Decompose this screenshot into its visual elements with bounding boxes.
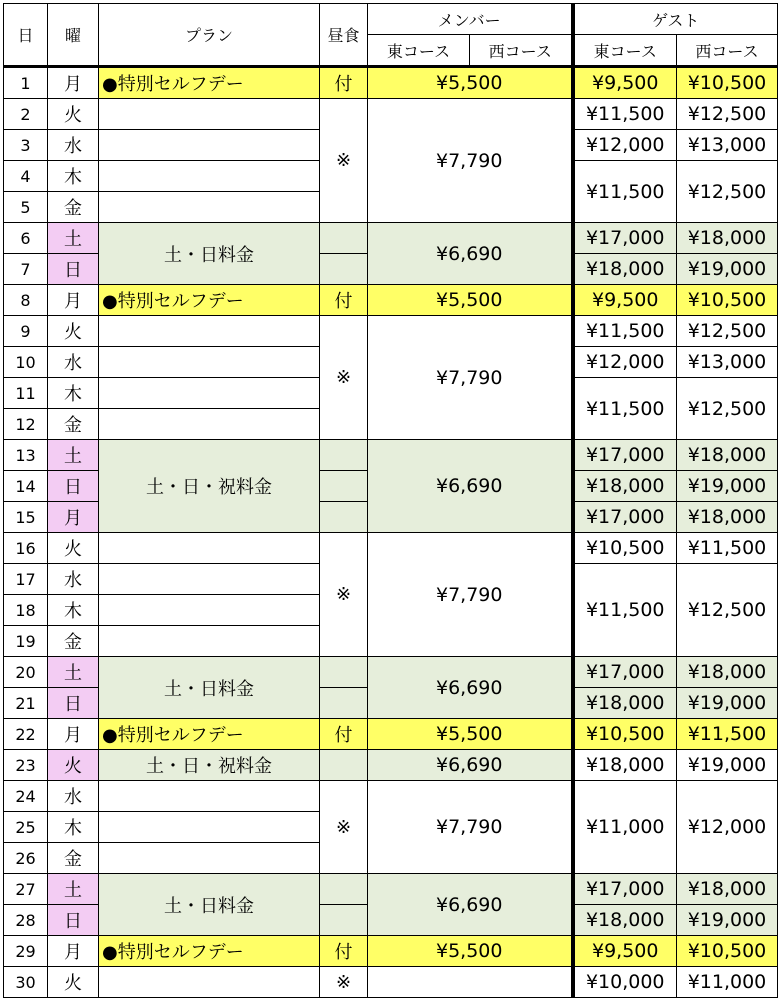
weekday: 木 — [48, 378, 99, 409]
guest-east-price: ¥12,000 — [573, 347, 677, 378]
weekday: 月 — [48, 502, 99, 533]
day-number: 30 — [4, 967, 48, 998]
lunch-cell: ※ — [320, 316, 368, 440]
day-number: 5 — [4, 192, 48, 223]
day-number: 28 — [4, 905, 48, 936]
guest-west-price: ¥12,500 — [677, 564, 778, 657]
day-number: 2 — [4, 99, 48, 130]
plan-cell — [99, 378, 320, 409]
day-number: 16 — [4, 533, 48, 564]
weekday: 月 — [48, 285, 99, 316]
lunch-cell: ※ — [320, 533, 368, 657]
weekday: 水 — [48, 781, 99, 812]
member-price: ¥7,790 — [368, 781, 573, 874]
plan-cell: 土・日料金 — [99, 657, 320, 719]
day-number: 10 — [4, 347, 48, 378]
price-calendar-table — [3, 3, 778, 998]
guest-east-price: ¥18,000 — [573, 254, 677, 285]
member-price: ¥6,690 — [368, 874, 573, 936]
guest-west-price: ¥19,000 — [677, 750, 778, 781]
day-number: 22 — [4, 719, 48, 750]
guest-east-price: ¥10,500 — [573, 533, 677, 564]
guest-east-price: ¥11,500 — [573, 161, 677, 223]
header-guest: ゲスト — [573, 4, 778, 35]
plan-cell — [99, 99, 320, 130]
guest-west-price: ¥11,000 — [677, 967, 778, 998]
header-lunch: 昼食 — [320, 4, 368, 67]
day-number: 21 — [4, 688, 48, 719]
plan-cell — [99, 192, 320, 223]
member-price: ¥6,690 — [368, 750, 573, 781]
plan-cell — [99, 781, 320, 812]
plan-cell — [99, 967, 320, 998]
weekday: 木 — [48, 812, 99, 843]
day-number: 12 — [4, 409, 48, 440]
lunch-cell — [320, 874, 368, 905]
day-number: 7 — [4, 254, 48, 285]
guest-east-price: ¥12,000 — [573, 130, 677, 161]
guest-west-price: ¥13,000 — [677, 347, 778, 378]
plan-cell: ●特別セルフデー — [99, 285, 320, 316]
header-guest-west: 西コース — [677, 35, 778, 67]
lunch-cell: ※ — [320, 781, 368, 874]
weekday: 火 — [48, 316, 99, 347]
lunch-cell: 付 — [320, 719, 368, 750]
header-guest-east: 東コース — [573, 35, 677, 67]
guest-west-price: ¥18,000 — [677, 657, 778, 688]
day-number: 29 — [4, 936, 48, 967]
day-number: 25 — [4, 812, 48, 843]
guest-west-price: ¥12,500 — [677, 99, 778, 130]
plan-cell: ●特別セルフデー — [99, 936, 320, 967]
member-price: ¥6,690 — [368, 440, 573, 533]
header-member-west: 西コース — [470, 35, 573, 67]
weekday: 日 — [48, 471, 99, 502]
plan-cell — [99, 316, 320, 347]
guest-east-price: ¥9,500 — [573, 67, 677, 99]
plan-cell — [99, 409, 320, 440]
weekday: 木 — [48, 161, 99, 192]
guest-west-price: ¥10,500 — [677, 936, 778, 967]
plan-cell — [99, 564, 320, 595]
lunch-cell — [320, 502, 368, 533]
member-price: ¥7,790 — [368, 99, 573, 223]
day-number: 17 — [4, 564, 48, 595]
guest-west-price: ¥19,000 — [677, 905, 778, 936]
guest-west-price: ¥19,000 — [677, 471, 778, 502]
weekday: 火 — [48, 750, 99, 781]
member-price: ¥5,500 — [368, 67, 573, 99]
guest-west-price: ¥10,500 — [677, 67, 778, 99]
plan-cell: ●特別セルフデー — [99, 719, 320, 750]
guest-west-price: ¥18,000 — [677, 223, 778, 254]
header-day: 日 — [4, 4, 48, 67]
guest-east-price: ¥10,000 — [573, 967, 677, 998]
day-number: 20 — [4, 657, 48, 688]
plan-cell: 土・日料金 — [99, 874, 320, 936]
plan-cell: 土・日料金 — [99, 223, 320, 285]
member-price: ¥7,790 — [368, 533, 573, 657]
day-number: 19 — [4, 626, 48, 657]
guest-east-price: ¥11,500 — [573, 99, 677, 130]
lunch-cell: 付 — [320, 936, 368, 967]
guest-east-price: ¥17,000 — [573, 874, 677, 905]
weekday: 水 — [48, 130, 99, 161]
guest-west-price: ¥12,500 — [677, 316, 778, 347]
day-number: 14 — [4, 471, 48, 502]
guest-east-price: ¥18,000 — [573, 750, 677, 781]
guest-west-price: ¥18,000 — [677, 440, 778, 471]
member-price: ¥5,500 — [368, 285, 573, 316]
weekday: 火 — [48, 967, 99, 998]
plan-cell — [99, 130, 320, 161]
plan-cell — [99, 533, 320, 564]
plan-cell: ●特別セルフデー — [99, 67, 320, 99]
day-number: 15 — [4, 502, 48, 533]
guest-east-price: ¥17,000 — [573, 440, 677, 471]
member-price: ¥6,690 — [368, 223, 573, 285]
guest-west-price: ¥10,500 — [677, 285, 778, 316]
lunch-cell — [320, 471, 368, 502]
weekday: 金 — [48, 192, 99, 223]
guest-west-price: ¥11,500 — [677, 533, 778, 564]
guest-east-price: ¥17,000 — [573, 657, 677, 688]
lunch-cell: ※ — [320, 967, 368, 998]
weekday: 日 — [48, 905, 99, 936]
weekday: 火 — [48, 99, 99, 130]
weekday: 土 — [48, 440, 99, 471]
weekday: 木 — [48, 595, 99, 626]
guest-west-price: ¥18,000 — [677, 502, 778, 533]
lunch-cell: 付 — [320, 67, 368, 99]
guest-west-price: ¥18,000 — [677, 874, 778, 905]
guest-west-price: ¥11,500 — [677, 719, 778, 750]
guest-east-price: ¥9,500 — [573, 936, 677, 967]
day-number: 24 — [4, 781, 48, 812]
guest-west-price: ¥12,500 — [677, 378, 778, 440]
weekday: 火 — [48, 533, 99, 564]
lunch-cell — [320, 254, 368, 285]
weekday: 金 — [48, 843, 99, 874]
plan-cell — [99, 843, 320, 874]
plan-cell — [99, 347, 320, 378]
day-number: 18 — [4, 595, 48, 626]
member-price: ¥6,690 — [368, 657, 573, 719]
weekday: 水 — [48, 564, 99, 595]
lunch-cell — [320, 688, 368, 719]
lunch-cell: 付 — [320, 285, 368, 316]
weekday: 金 — [48, 409, 99, 440]
header-member-east: 東コース — [368, 35, 470, 67]
weekday: 月 — [48, 67, 99, 99]
weekday: 月 — [48, 936, 99, 967]
day-number: 8 — [4, 285, 48, 316]
lunch-cell — [320, 657, 368, 688]
plan-cell — [99, 595, 320, 626]
guest-east-price: ¥11,500 — [573, 378, 677, 440]
guest-east-price: ¥17,000 — [573, 502, 677, 533]
lunch-cell — [320, 905, 368, 936]
header-member: メンバー — [368, 4, 573, 35]
lunch-cell — [320, 223, 368, 254]
weekday: 月 — [48, 719, 99, 750]
guest-east-price: ¥18,000 — [573, 905, 677, 936]
guest-west-price: ¥13,000 — [677, 130, 778, 161]
day-number: 3 — [4, 130, 48, 161]
weekday: 土 — [48, 874, 99, 905]
lunch-cell — [320, 440, 368, 471]
weekday: 日 — [48, 688, 99, 719]
guest-east-price: ¥9,500 — [573, 285, 677, 316]
guest-east-price: ¥11,500 — [573, 316, 677, 347]
day-number: 13 — [4, 440, 48, 471]
guest-east-price: ¥11,500 — [573, 564, 677, 657]
day-number: 6 — [4, 223, 48, 254]
guest-west-price: ¥19,000 — [677, 254, 778, 285]
guest-west-price: ¥12,500 — [677, 161, 778, 223]
guest-east-price: ¥17,000 — [573, 223, 677, 254]
weekday: 金 — [48, 626, 99, 657]
header-plan: プラン — [99, 4, 320, 67]
day-number: 23 — [4, 750, 48, 781]
lunch-cell: ※ — [320, 99, 368, 223]
member-price: ¥7,790 — [368, 316, 573, 440]
lunch-cell — [320, 750, 368, 781]
plan-cell: 土・日・祝料金 — [99, 750, 320, 781]
guest-west-price: ¥19,000 — [677, 688, 778, 719]
guest-west-price: ¥12,000 — [677, 781, 778, 874]
weekday: 水 — [48, 347, 99, 378]
day-number: 26 — [4, 843, 48, 874]
guest-east-price: ¥11,000 — [573, 781, 677, 874]
weekday: 日 — [48, 254, 99, 285]
member-price: ¥5,500 — [368, 936, 573, 967]
header-weekday: 曜 — [48, 4, 99, 67]
day-number: 1 — [4, 67, 48, 99]
day-number: 4 — [4, 161, 48, 192]
plan-cell — [99, 626, 320, 657]
plan-cell — [99, 812, 320, 843]
guest-east-price: ¥10,500 — [573, 719, 677, 750]
plan-cell: 土・日・祝料金 — [99, 440, 320, 533]
day-number: 11 — [4, 378, 48, 409]
member-price: ¥5,500 — [368, 719, 573, 750]
day-number: 27 — [4, 874, 48, 905]
guest-east-price: ¥18,000 — [573, 688, 677, 719]
member-price — [368, 967, 573, 998]
weekday: 土 — [48, 223, 99, 254]
guest-east-price: ¥18,000 — [573, 471, 677, 502]
plan-cell — [99, 161, 320, 192]
weekday: 土 — [48, 657, 99, 688]
day-number: 9 — [4, 316, 48, 347]
